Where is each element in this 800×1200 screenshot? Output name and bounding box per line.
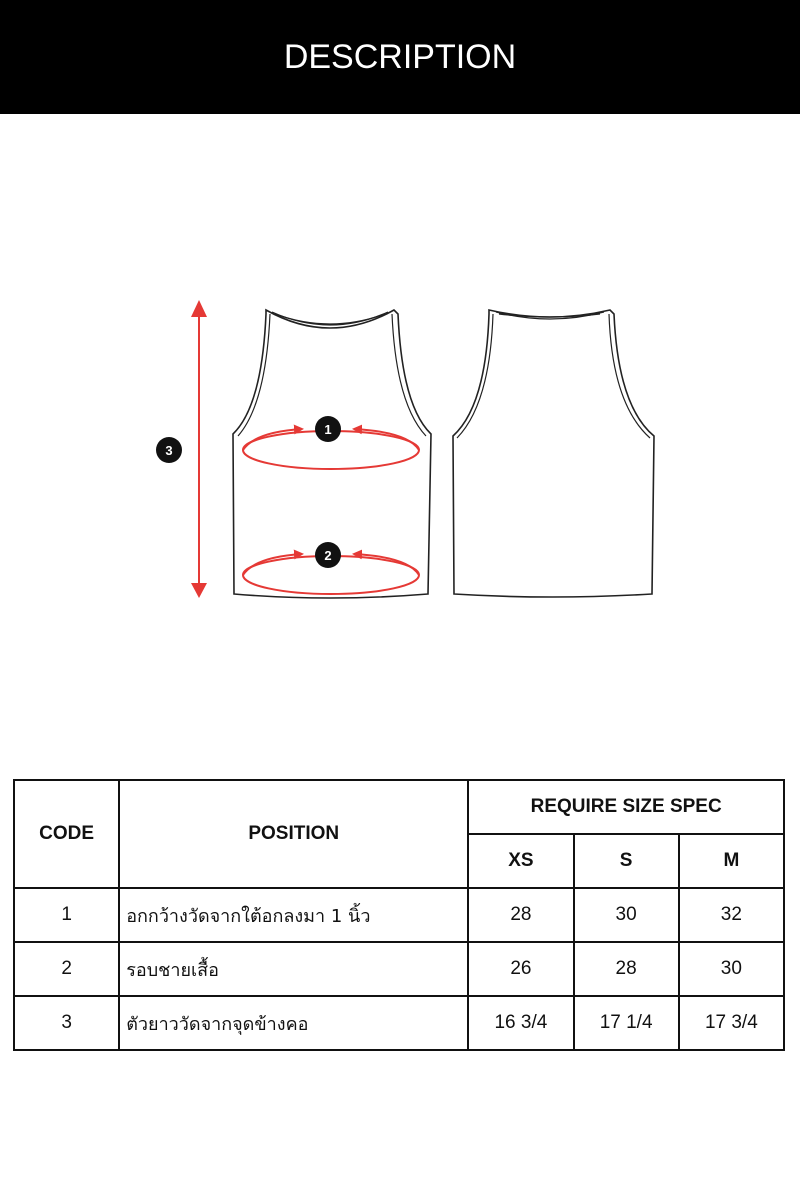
page-title: DESCRIPTION: [283, 37, 517, 76]
row-value-xs: 28: [468, 888, 573, 942]
row-code: 3: [14, 996, 119, 1050]
table-row: [14, 888, 784, 942]
header-code: CODE: [14, 780, 119, 888]
row-value-s: 17 1/4: [574, 996, 679, 1050]
row-code: 2: [14, 942, 119, 996]
header-size-m: M: [679, 834, 784, 888]
svg-text:1: 1: [324, 422, 332, 437]
header-bar: [0, 0, 800, 114]
tank-back-outline: [453, 310, 654, 597]
header-position: POSITION: [119, 780, 468, 888]
garment-diagram: [0, 114, 800, 754]
row-value-m: 32: [679, 888, 784, 942]
header-size-s: S: [574, 834, 679, 888]
row-value-s: 30: [574, 888, 679, 942]
table-row: [14, 996, 784, 1050]
marker-2: [315, 542, 341, 568]
row-position: อกกว้างวัดจากใต้อกลงมา 1 นิ้ว: [119, 888, 468, 942]
row-position: ตัวยาววัดจากจุดข้างคอ: [119, 996, 468, 1050]
marker-1: [315, 416, 341, 442]
header-size-xs: XS: [468, 834, 573, 888]
row-value-xs: 26: [468, 942, 573, 996]
row-value-xs: 16 3/4: [468, 996, 573, 1050]
svg-text:2: 2: [324, 548, 332, 563]
length-measure-arrow: [191, 300, 207, 598]
table-header-row: [14, 780, 784, 834]
table-row: [14, 942, 784, 996]
row-value-m: 17 3/4: [679, 996, 784, 1050]
row-value-m: 30: [679, 942, 784, 996]
row-position: รอบชายเสื้อ: [119, 942, 468, 996]
marker-3: [156, 437, 182, 463]
svg-text:3: 3: [165, 443, 173, 458]
row-value-s: 28: [574, 942, 679, 996]
header-require-size-spec: REQUIRE SIZE SPEC: [468, 780, 784, 834]
row-code: 1: [14, 888, 119, 942]
size-spec-table: [13, 779, 785, 1051]
